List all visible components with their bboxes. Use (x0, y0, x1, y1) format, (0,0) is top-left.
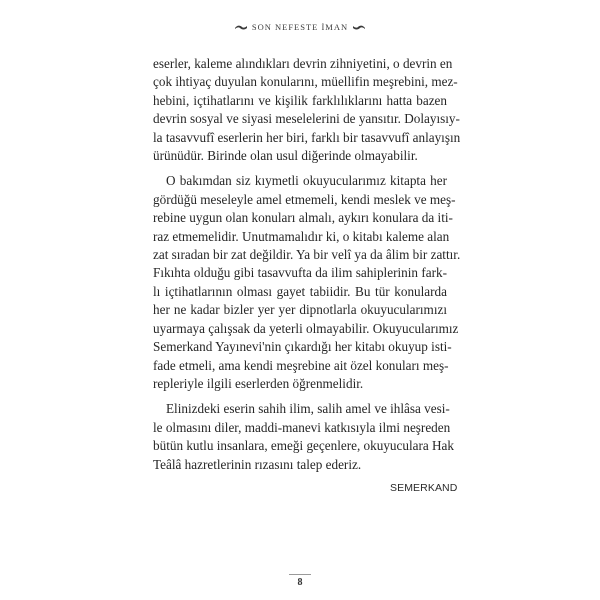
running-title: SON NEFESTE İMAN (251, 22, 349, 32)
text-line: zat sıradan bir zat değildir. Ya bir velî ya da âlim bir zattır. (153, 247, 461, 263)
page-number: 8 (297, 577, 303, 588)
text-line: fade etmeli, ama kendi meşrebine ait özel konuları meş- (153, 357, 449, 373)
paragraph-3 (153, 400, 455, 474)
paragraph-1 (153, 55, 461, 165)
fleuron-right-icon (353, 24, 365, 30)
text-line: devrin sosyal ve siyasi meselelerini de yansıtır. Dolayısıy- (153, 111, 460, 127)
text-line: her ne kadar bizler yer yer dipnotlarla okuyucularımızı (153, 302, 447, 318)
text-line: eserler, kaleme alındıkları devrin zihniyetini, o devrin en (153, 56, 453, 71)
text-line: çok ihtiyaç duyulan konularını, müellifin meşrebini, mez- (153, 74, 458, 90)
text-line: gördüğü meseleyle amel etmemeli, kendi meslek ve meş- (153, 191, 456, 207)
text-line: lı içtihatlarının olması gayet tabiidir. Bu tür konularda (153, 283, 447, 299)
text-line: le olmasını diler, maddi-manevi katkısıyla ilmi neşreden (153, 419, 451, 435)
text-line: raz etmemelidir. Unutmamalıdır ki, o kitabı kaleme alan (153, 228, 450, 244)
text-line: Elinizdeki eserin sahih ilim, salih amel ve ihlâsa vesi- (166, 401, 450, 417)
text-line: O bakımdan siz kıymetli okuyucularımız kitapta her (166, 173, 447, 189)
text-line: hebini, içtihatlarını ve kişilik farklılıklarını hatta bazen (153, 92, 447, 108)
fleuron-left-icon (235, 24, 247, 30)
folio-rule (289, 574, 311, 575)
text-line: uyarmaya çalışsak da yeterli olmayabilir. Okuyucularımız (153, 320, 459, 336)
paragraph-2 (153, 172, 461, 393)
text-line: la tasavvufî eserlerin her biri, farklı bir tasavvufî anlayışın (153, 129, 461, 145)
text-line: Teâlâ hazretlerinin rızasını talep ederiz. (153, 456, 362, 472)
body-text (153, 55, 461, 474)
text-line: Semerkand Yayınevi'nin çıkardığı her kitabı okuyup isti- (153, 339, 452, 355)
text-line: rebine uygun olan konuları almalı, aykırı konulara da iti- (153, 210, 453, 226)
running-head (0, 22, 600, 32)
text-line: Fıkıhta olduğu gibi tasavvufta da ilim sahiplerinin fark- (153, 265, 447, 281)
text-line: repleriyle ilgili eserlerden öğrenmelidir. (153, 375, 364, 391)
text-line: bütün kutlu insanlara, emeği geçenlere, okuyuculara Hak (153, 438, 455, 454)
text-line: ürünüdür. Birinde olan usul diğerinde olmayabilir. (153, 148, 418, 164)
publisher-signature: SEMERKAND (390, 482, 458, 494)
